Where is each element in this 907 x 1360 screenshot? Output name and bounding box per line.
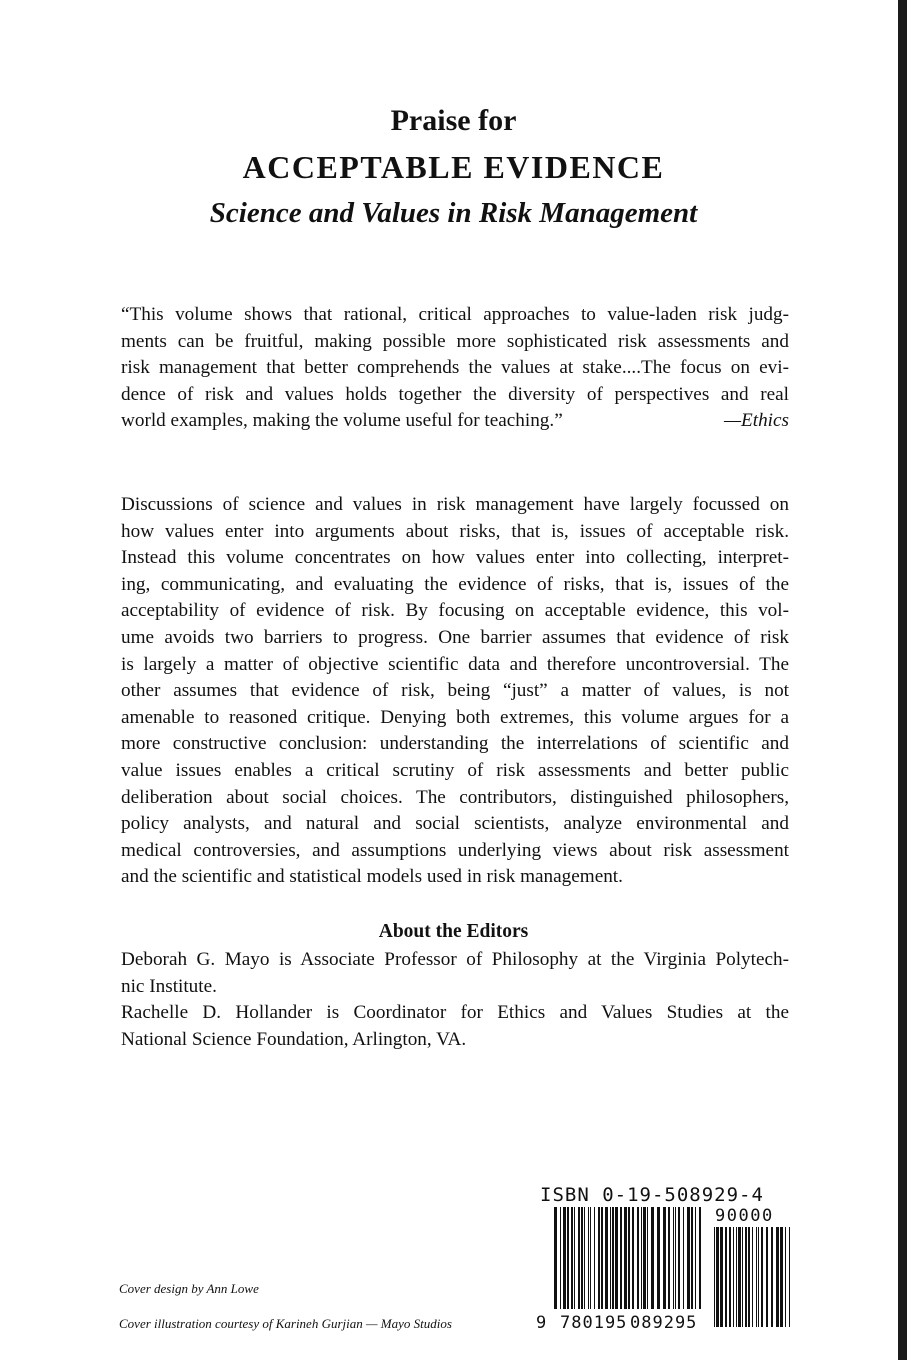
barcode-bar	[647, 1207, 648, 1309]
barcode-bar	[695, 1207, 696, 1309]
description-line: Discussions of science and values in risk management have largely focussed on	[121, 494, 789, 515]
barcode-bar	[714, 1227, 715, 1327]
barcode-bar	[756, 1227, 757, 1327]
description-line: medical controversies, and assumptions underlying views about risk assessment	[121, 839, 789, 861]
editor-line: Rachelle D. Hollander is Coordinator for Ethics and Values Studies at the	[121, 1002, 789, 1024]
barcode-bar	[780, 1227, 783, 1327]
barcode-bar	[628, 1207, 630, 1309]
barcode-bar	[736, 1227, 737, 1327]
quote-line: world examples, making the volume useful for teaching.”	[121, 410, 563, 432]
book-subtitle: Science and Values in Risk Management	[209, 197, 698, 229]
barcode-bar	[748, 1227, 750, 1327]
review-quote	[121, 302, 789, 435]
quote-last-line-wrap	[121, 408, 789, 435]
barcode-bar	[657, 1207, 660, 1309]
barcode-bar	[581, 1207, 583, 1309]
isbn-label: ISBN 0-19-508929-4	[540, 1184, 764, 1206]
praise-heading: Praise for	[390, 104, 517, 137]
barcode-bar	[752, 1227, 753, 1327]
ean-left-digits: 780195	[560, 1313, 628, 1333]
editor-line: nic Institute.	[121, 975, 217, 997]
barcode-bar	[598, 1207, 600, 1309]
barcode-bar	[745, 1227, 747, 1327]
barcode-bar	[560, 1207, 561, 1309]
quote-attribution: —Ethics	[723, 410, 789, 432]
barcode-bar	[605, 1207, 608, 1309]
description-line: Instead this volume concentrates on how values enter into collecting, interpret-	[121, 547, 789, 569]
barcode-bar	[733, 1227, 734, 1327]
barcode-bar	[776, 1227, 779, 1327]
about-editors-heading: About the Editors	[378, 921, 529, 942]
barcode-bar	[612, 1207, 614, 1309]
description-line: more constructive conclusion: understanding the interrelations of scientific and	[121, 733, 789, 755]
barcode-bar	[594, 1207, 595, 1309]
editor-line: National Science Foundation, Arlington, VA.	[121, 1028, 467, 1050]
description-line: ing, communicating, and evaluating the evidence of risks, that is, issues of the	[121, 573, 789, 595]
book-title: ACCEPTABLE EVIDENCE	[242, 149, 665, 185]
description-line: other assumes that evidence of risk, being “just” a matter of values, is not	[121, 680, 789, 702]
ean-right-digits: 089295	[630, 1313, 698, 1333]
barcode-bar	[771, 1227, 773, 1327]
barcode-bar	[742, 1227, 743, 1327]
barcode-bar	[643, 1207, 646, 1309]
barcode-bar	[720, 1227, 723, 1327]
description-line: acceptability of evidence of risk. By focusing on acceptable evidence, this vol-	[121, 600, 789, 622]
editor-line: Deborah G. Mayo is Associate Professor of Philosophy at the Virginia Polytech-	[121, 949, 789, 970]
barcode-bar	[725, 1227, 727, 1327]
addon-digits: 90000	[715, 1206, 774, 1226]
barcode-bar	[584, 1207, 585, 1309]
barcode-bar	[663, 1207, 666, 1309]
about-editors	[121, 947, 789, 1053]
barcode-bar	[675, 1207, 676, 1309]
description-line: how values enter into arguments about risks, that is, issues of acceptable risk.	[121, 520, 789, 542]
quote-line: ments can be fruitful, making possible more sophisticated risk assessments and	[121, 330, 789, 352]
quote-line: risk management that better comprehends the values at stake....The focus on evi-	[121, 357, 789, 379]
cover-design-credit: Cover design by Ann Lowe	[119, 1281, 259, 1296]
barcode-bar	[588, 1207, 589, 1309]
description-line: deliberation about social choices. The contributors, distinguished philosophers,	[121, 786, 789, 808]
barcode-bar	[789, 1227, 790, 1327]
barcode-bar	[699, 1207, 701, 1309]
barcode-bar	[651, 1207, 654, 1309]
book-description	[121, 492, 789, 891]
barcode-bar	[738, 1227, 741, 1327]
barcode-bar	[668, 1207, 670, 1309]
barcode-bar	[691, 1207, 693, 1309]
barcode-bar	[574, 1207, 575, 1309]
quote-line: dence of risk and values holds together the diversity of perspectives and real	[121, 383, 789, 405]
description-line: ume avoids two barriers to progress. One barrier assumes that evidence of risk	[121, 626, 789, 648]
barcode-bar	[716, 1227, 719, 1327]
barcode-bar	[567, 1207, 569, 1309]
quote-line: “This volume shows that rational, critical approaches to value-laden risk judg-	[121, 304, 789, 325]
barcode	[530, 1205, 800, 1333]
barcode-bar	[729, 1227, 731, 1327]
ean-lead-digit: 9	[536, 1313, 547, 1333]
ean-bars	[554, 1207, 701, 1309]
barcode-bar	[785, 1227, 786, 1327]
barcode-bar	[641, 1207, 642, 1309]
description-line: value issues enables a critical scrutiny of risk assessments and better public	[121, 759, 789, 781]
barcode-bar	[678, 1207, 680, 1309]
barcode-bar	[610, 1207, 611, 1309]
description-line: amenable to reasoned critique. Denying both extremes, this volume argues for a	[121, 706, 789, 728]
barcode-bar	[563, 1207, 566, 1309]
barcode-bar	[761, 1227, 763, 1327]
barcode-bar	[683, 1207, 684, 1309]
addon-bars	[714, 1227, 790, 1327]
cover-illustration-credit: Cover illustration courtesy of Karineh Gurjian — Mayo Studios	[119, 1316, 452, 1331]
barcode-bar	[554, 1207, 557, 1309]
barcode-bar	[620, 1207, 622, 1309]
barcode-bar	[578, 1207, 580, 1309]
description-line: and the scientific and statistical models used in risk management.	[121, 866, 623, 888]
description-line: is largely a matter of objective scientific data and therefore uncontroversial. The	[121, 653, 789, 675]
barcode-bar	[673, 1207, 674, 1309]
barcode-bar	[632, 1207, 634, 1309]
barcode-bar	[758, 1227, 759, 1327]
barcode-bar	[590, 1207, 591, 1309]
description-line: policy analysts, and natural and social scientists, analyze environmental and	[121, 813, 789, 835]
barcode-bar	[601, 1207, 603, 1309]
barcode-bar	[624, 1207, 627, 1309]
barcode-bar	[571, 1207, 573, 1309]
barcode-bar	[637, 1207, 639, 1309]
barcode-bar	[687, 1207, 690, 1309]
barcode-bar	[766, 1227, 768, 1327]
barcode-bar	[615, 1207, 618, 1309]
